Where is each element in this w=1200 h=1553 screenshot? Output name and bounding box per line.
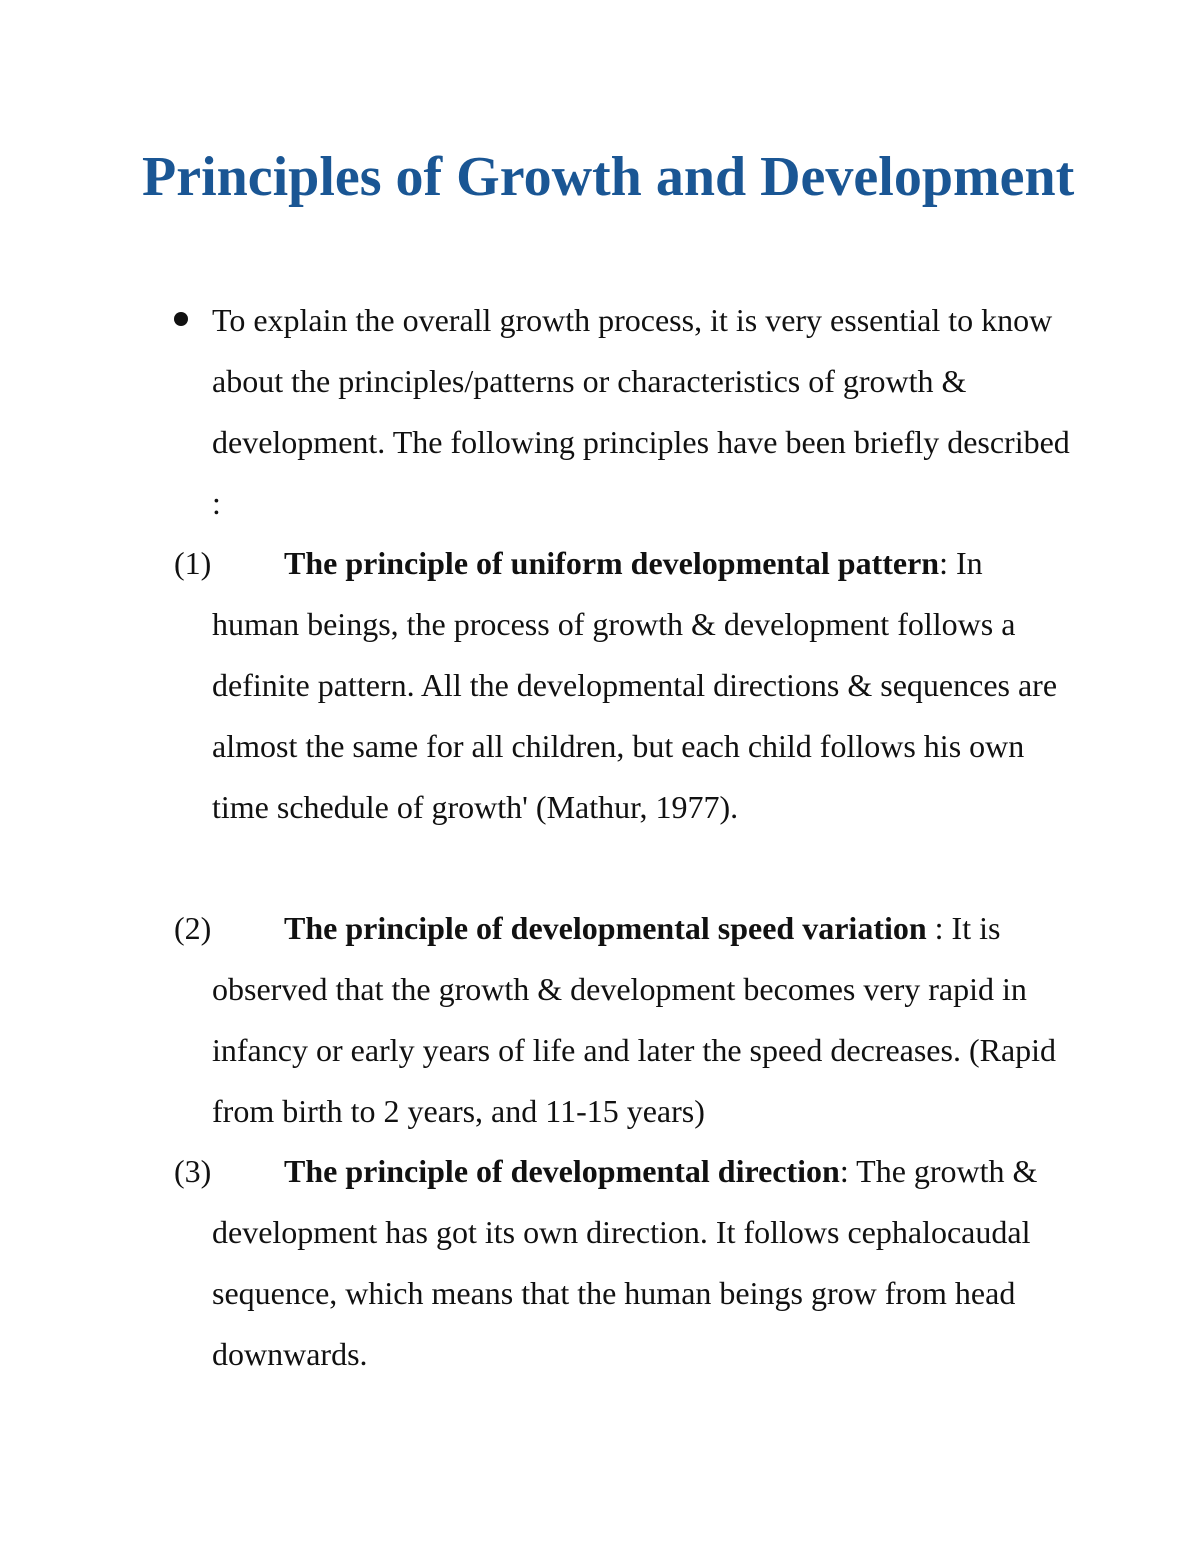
bullet-icon bbox=[174, 312, 188, 326]
principle-item-1 bbox=[174, 533, 1074, 838]
principle-item-3 bbox=[174, 1141, 1074, 1385]
principle-body: It is observed that the growth & development becomes very rapid in infancy or early years of life and later the speed decreases. (Rapid from birth to 2 years, and 11-15 years) bbox=[212, 910, 1057, 1129]
principle-number: (3) bbox=[174, 1153, 212, 1189]
intro-bullet-item bbox=[174, 290, 1074, 534]
principle-body: In human beings, the process of growth & development follows a definite pattern. All the developmental directions & sequences are almost the same for all children, but each child follows his own time schedule of growth' (Mathur, 1977). bbox=[212, 545, 1058, 825]
principle-number: (2) bbox=[174, 910, 212, 946]
principle-heading: The principle of uniform developmental pattern bbox=[284, 545, 940, 581]
principle-number: (1) bbox=[174, 545, 212, 581]
principle-separator: : bbox=[926, 910, 952, 946]
page-title: Principles of Growth and Development bbox=[142, 146, 1075, 208]
principle-text bbox=[174, 898, 1074, 1142]
principle-item-2 bbox=[174, 898, 1074, 1142]
principle-text bbox=[174, 533, 1074, 838]
intro-paragraph: To explain the overall growth process, it is very essential to know about the principles/patterns or characteristics of growth & development. The following principles have been briefly described : bbox=[212, 302, 1070, 521]
principle-body: The growth & development has got its own direction. It follows cephalocaudal sequence, which means that the human beings grow from head downwards. bbox=[212, 1153, 1038, 1372]
principle-text bbox=[174, 1141, 1074, 1385]
principle-heading: The principle of developmental direction bbox=[284, 1153, 840, 1189]
principle-separator: : bbox=[939, 545, 956, 581]
principle-heading: The principle of developmental speed variation bbox=[284, 910, 927, 946]
principle-separator: : bbox=[839, 1153, 857, 1189]
